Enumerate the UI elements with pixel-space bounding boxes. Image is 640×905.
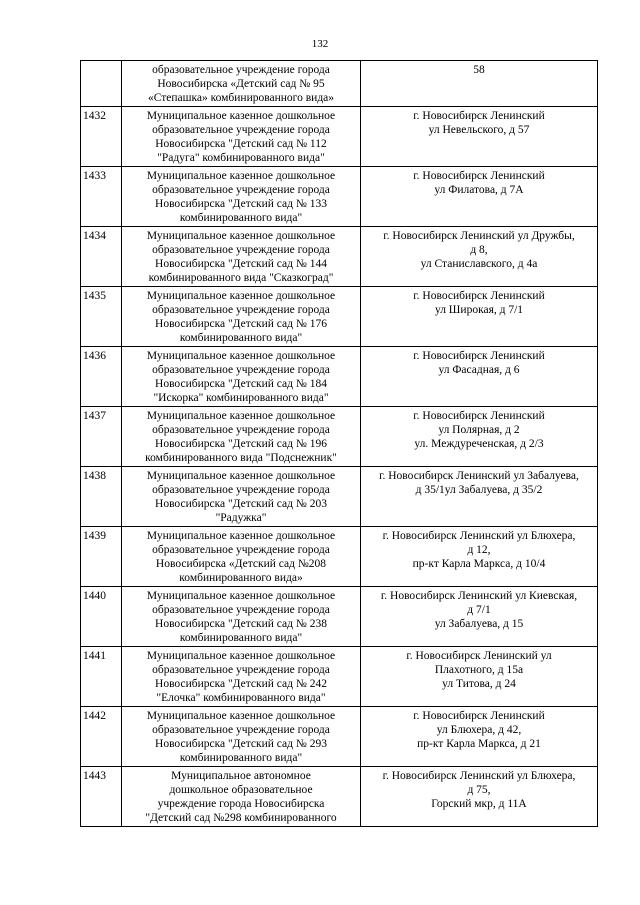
address-cell bbox=[361, 587, 598, 647]
address-line: Плахотного, д 15а bbox=[434, 664, 524, 676]
address-line: пр-кт Карла Маркса, д 10/4 bbox=[412, 558, 546, 570]
institution-name-line: комбинированного вида» bbox=[179, 572, 303, 584]
institution-name-line: Новосибирска «Детский сад №208 bbox=[155, 558, 327, 570]
address-cell bbox=[361, 467, 598, 527]
institution-name-line: Муниципальное казенное дошкольное bbox=[146, 590, 336, 602]
table-row bbox=[81, 287, 598, 347]
institution-name-line: "Елочка" комбинированного вида" bbox=[156, 692, 326, 704]
institution-name-line: образовательное учреждение города bbox=[152, 724, 330, 736]
institution-name-line: комбинированного вида" bbox=[179, 332, 303, 344]
address-line: д 35/1ул Забалуева, д 35/2 bbox=[415, 484, 543, 496]
institution-name-line: Новосибирска "Детский сад № 133 bbox=[155, 198, 327, 210]
address-line: г. Новосибирск Ленинский bbox=[413, 410, 545, 422]
table-body bbox=[81, 61, 598, 827]
institution-name-cell bbox=[122, 61, 361, 107]
institution-name-line: Новосибирска "Детский сад № 203 bbox=[155, 498, 327, 510]
institution-name-line: Новосибирска "Детский сад № 238 bbox=[155, 618, 327, 630]
address-line: г. Новосибирск Ленинский bbox=[413, 170, 545, 182]
institution-name-line: Муниципальное казенное дошкольное bbox=[146, 230, 336, 242]
table-row bbox=[81, 61, 598, 107]
institution-name-line: комбинированного вида" bbox=[179, 212, 303, 224]
address-line: ул Филатова, д 7А bbox=[434, 184, 524, 196]
row-number: 1442 bbox=[81, 707, 122, 767]
address-line: д 8, bbox=[470, 244, 488, 256]
address-cell bbox=[361, 527, 598, 587]
address-line: г. Новосибирск Ленинский bbox=[413, 290, 545, 302]
institution-name-line: образовательное учреждение города bbox=[152, 184, 330, 196]
address-line: г. Новосибирск Ленинский ул Дружбы, bbox=[383, 230, 575, 242]
institution-name-line: Муниципальное казенное дошкольное bbox=[146, 170, 336, 182]
institution-name-line: Новосибирска "Детский сад № 196 bbox=[155, 438, 327, 450]
address-line: г. Новосибирск Ленинский ул Блюхера, bbox=[382, 530, 576, 542]
kindergarten-registry-table bbox=[80, 60, 598, 827]
address-line: г. Новосибирск Ленинский ул bbox=[406, 650, 552, 662]
institution-name-line: "Радуга" комбинированного вида" bbox=[157, 152, 325, 164]
address-line: г. Новосибирск Ленинский bbox=[413, 110, 545, 122]
institution-name-line: Муниципальное казенное дошкольное bbox=[146, 470, 336, 482]
institution-name-line: образовательное учреждение города bbox=[152, 664, 330, 676]
institution-name-line: образовательное учреждение города bbox=[152, 364, 330, 376]
address-cell bbox=[361, 647, 598, 707]
row-number: 1434 bbox=[81, 227, 122, 287]
table-row bbox=[81, 707, 598, 767]
table-row bbox=[81, 647, 598, 707]
institution-name-line: «Степашка» комбинированного вида» bbox=[147, 92, 335, 104]
address-line: ул Невельского, д 57 bbox=[428, 124, 530, 136]
institution-name-line: "Радужка" bbox=[215, 512, 267, 524]
row-number: 1441 bbox=[81, 647, 122, 707]
institution-name-line: Новосибирска "Детский сад № 184 bbox=[155, 378, 327, 390]
row-number: 1437 bbox=[81, 407, 122, 467]
table-row bbox=[81, 107, 598, 167]
institution-name-cell bbox=[122, 227, 361, 287]
address-line: 58 bbox=[473, 64, 485, 76]
row-number: 1443 bbox=[81, 767, 122, 827]
institution-name-line: Новосибирска "Детский сад № 112 bbox=[155, 138, 327, 150]
institution-name-cell bbox=[122, 587, 361, 647]
page-number: 132 bbox=[311, 38, 329, 50]
institution-name-line: комбинированного вида "Подснежник" bbox=[145, 452, 337, 464]
institution-name-line: Муниципальное казенное дошкольное bbox=[146, 710, 336, 722]
institution-name-line: "Искорка" комбинированного вида" bbox=[153, 392, 329, 404]
institution-name-cell bbox=[122, 467, 361, 527]
address-cell bbox=[361, 767, 598, 827]
institution-name-cell bbox=[122, 407, 361, 467]
address-line: д 7/1 bbox=[467, 604, 491, 616]
institution-name-line: Новосибирска "Детский сад № 144 bbox=[155, 258, 327, 270]
institution-name-line: образовательное учреждение города bbox=[152, 124, 330, 136]
institution-name-line: комбинированного вида "Сказкоград" bbox=[148, 272, 334, 284]
institution-name-line: образовательное учреждение города bbox=[152, 424, 330, 436]
institution-name-line: учреждение города Новосибирска bbox=[157, 798, 325, 810]
institution-name-cell bbox=[122, 707, 361, 767]
address-cell bbox=[361, 407, 598, 467]
institution-name-line: Муниципальное казенное дошкольное bbox=[146, 650, 336, 662]
address-line: ул Забалуева, д 15 bbox=[434, 618, 524, 630]
address-line: ул Фасадная, д 6 bbox=[438, 364, 520, 376]
institution-name-line: образовательное учреждение города bbox=[152, 544, 330, 556]
institution-name-line: образовательное учреждение города bbox=[152, 64, 330, 76]
institution-name-line: образовательное учреждение города bbox=[152, 244, 330, 256]
address-cell bbox=[361, 347, 598, 407]
table-row bbox=[81, 347, 598, 407]
institution-name-line: "Детский сад №298 комбинированного bbox=[145, 812, 337, 824]
institution-name-line: комбинированного вида" bbox=[179, 752, 303, 764]
institution-name-line: Муниципальное казенное дошкольное bbox=[146, 110, 336, 122]
address-line: пр-кт Карла Маркса, д 21 bbox=[417, 738, 541, 750]
institution-name-line: Муниципальное казенное дошкольное bbox=[146, 410, 336, 422]
row-number: 1440 bbox=[81, 587, 122, 647]
institution-name-line: комбинированного вида" bbox=[179, 632, 303, 644]
address-cell bbox=[361, 107, 598, 167]
institution-name-line: Муниципальное казенное дошкольное bbox=[146, 290, 336, 302]
address-line: г. Новосибирск Ленинский bbox=[413, 350, 545, 362]
institution-name-cell bbox=[122, 767, 361, 827]
row-number: 1435 bbox=[81, 287, 122, 347]
institution-name-line: Новосибирска "Детский сад № 242 bbox=[155, 678, 327, 690]
table-row bbox=[81, 227, 598, 287]
address-line: г. Новосибирск Ленинский ул Блюхера, bbox=[382, 770, 576, 782]
institution-name-line: Новосибирска «Детский сад № 95 bbox=[157, 78, 325, 90]
institution-name-cell bbox=[122, 167, 361, 227]
address-line: г. Новосибирск Ленинский ул Забалуева, bbox=[379, 470, 579, 482]
row-number bbox=[81, 61, 122, 107]
address-line: ул Титова, д 24 bbox=[442, 678, 516, 690]
institution-name-line: Новосибирска "Детский сад № 293 bbox=[155, 738, 327, 750]
row-number: 1436 bbox=[81, 347, 122, 407]
table-row bbox=[81, 767, 598, 827]
institution-name-cell bbox=[122, 107, 361, 167]
institution-name-cell bbox=[122, 647, 361, 707]
institution-name-line: Муниципальное автономное bbox=[171, 770, 311, 782]
address-line: д 75, bbox=[467, 784, 491, 796]
address-cell bbox=[361, 61, 598, 107]
address-line: ул. Междуреченская, д 2/3 bbox=[414, 438, 544, 450]
institution-name-line: образовательное учреждение города bbox=[152, 604, 330, 616]
institution-name-line: образовательное учреждение города bbox=[152, 484, 330, 496]
row-number: 1438 bbox=[81, 467, 122, 527]
address-line: д 12, bbox=[467, 544, 491, 556]
row-number: 1433 bbox=[81, 167, 122, 227]
table-row bbox=[81, 167, 598, 227]
address-line: ул Широкая, д 7/1 bbox=[434, 304, 524, 316]
institution-name-cell bbox=[122, 287, 361, 347]
address-line: г. Новосибирск Ленинский bbox=[413, 710, 545, 722]
address-line: ул Блюхера, д 42, bbox=[436, 724, 522, 736]
address-line: Горский мкр, д 11А bbox=[431, 798, 527, 810]
row-number: 1432 bbox=[81, 107, 122, 167]
address-line: г. Новосибирск Ленинский ул Киевская, bbox=[380, 590, 578, 602]
institution-name-line: Муниципальное казенное дошкольное bbox=[146, 350, 336, 362]
institution-name-cell bbox=[122, 527, 361, 587]
address-line: ул Полярная, д 2 bbox=[438, 424, 520, 436]
table-row bbox=[81, 467, 598, 527]
table-row bbox=[81, 587, 598, 647]
address-cell bbox=[361, 167, 598, 227]
institution-name-cell bbox=[122, 347, 361, 407]
row-number: 1439 bbox=[81, 527, 122, 587]
address-cell bbox=[361, 227, 598, 287]
institution-name-line: Новосибирска "Детский сад № 176 bbox=[155, 318, 327, 330]
address-line: ул Станиславского, д 4а bbox=[420, 258, 538, 270]
institution-name-line: образовательное учреждение города bbox=[152, 304, 330, 316]
institution-name-line: дошкольное образовательное bbox=[169, 784, 313, 796]
address-cell bbox=[361, 287, 598, 347]
institution-name-line: Муниципальное казенное дошкольное bbox=[146, 530, 336, 542]
table-row bbox=[81, 407, 598, 467]
table-row bbox=[81, 527, 598, 587]
address-cell bbox=[361, 707, 598, 767]
